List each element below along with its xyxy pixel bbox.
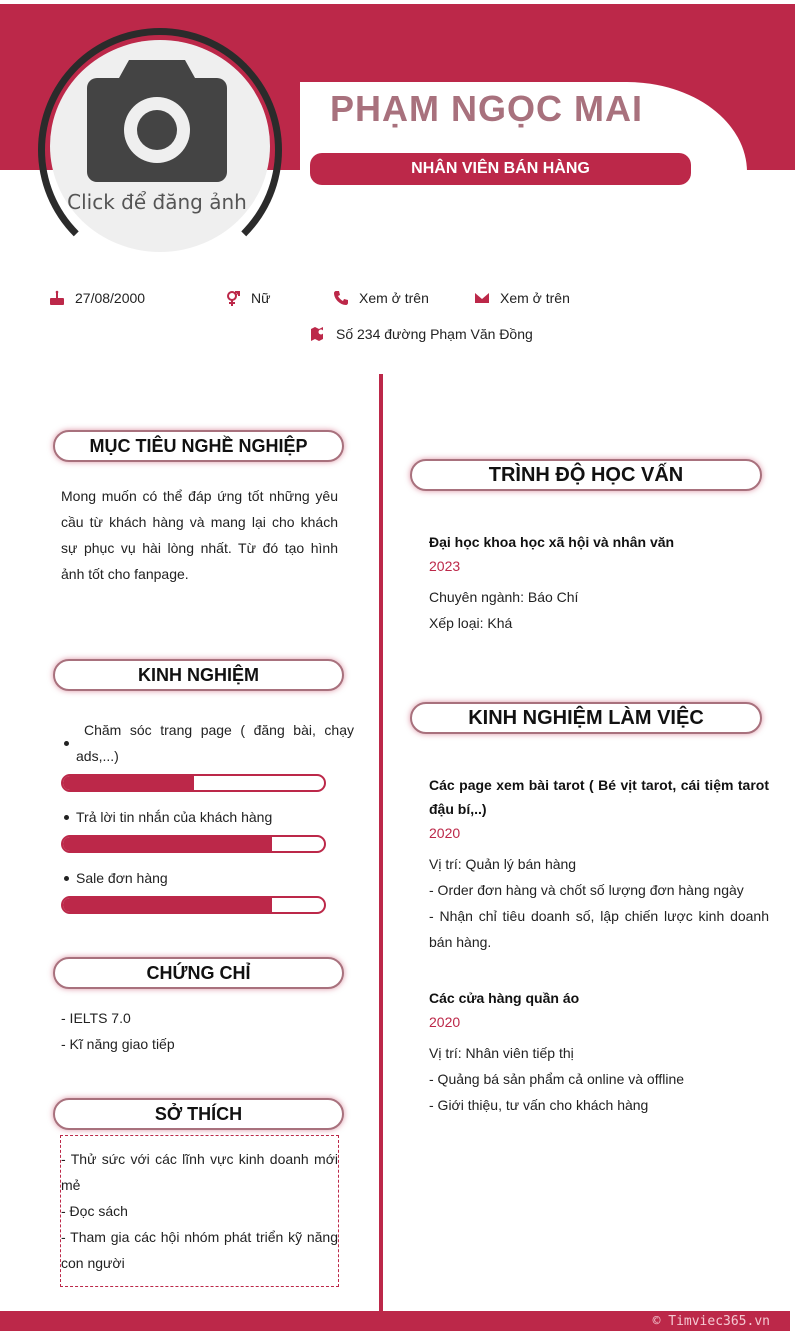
work-company: Các cửa hàng quần áo <box>429 990 580 1006</box>
hobby-item: - Thử sức với các lĩnh vực kinh doanh mới mẻ <box>61 1151 338 1193</box>
education-grade: Xếp loại: Khá <box>429 615 513 631</box>
avatar-placeholder-text: Click để đăng ảnh <box>67 190 247 214</box>
address-value: Số 234 đường Phạm Văn Đồng <box>336 326 533 342</box>
certificate-item: - IELTS 7.0 <box>61 1010 131 1026</box>
education-major: Chuyên ngành: Báo Chí <box>429 589 579 605</box>
skill-bar <box>61 835 326 853</box>
info-address <box>310 326 533 342</box>
email-value: Xem ở trên <box>500 290 570 306</box>
skill-bar-fill <box>63 837 272 851</box>
info-email <box>474 290 570 306</box>
skill-bar-fill <box>63 898 272 912</box>
certificate-item: - Kĩ năng giao tiếp <box>61 1036 175 1052</box>
skills-title: KINH NGHIỆM <box>53 659 344 691</box>
job-title: NHÂN VIÊN BÁN HÀNG <box>310 153 691 185</box>
candidate-name: PHẠM NGỌC MAI <box>330 88 643 129</box>
gender-value: Nữ <box>251 290 271 306</box>
work-line: - Giới thiệu, tư vấn cho khách hàng <box>429 1097 649 1113</box>
info-birthday <box>49 290 145 306</box>
hobby-item: - Tham gia các hội nhóm phát triển kỹ năng con người <box>61 1229 338 1271</box>
work-company: Các page xem bài tarot ( Bé vịt tarot, cái tiệm tarot đậu bí,..) <box>429 777 769 817</box>
hobby-item: - Đọc sách <box>61 1203 128 1219</box>
bullet-dot <box>64 876 69 881</box>
footer-brand: © Timviec365.vn <box>652 1314 770 1329</box>
avatar-upload[interactable] <box>50 40 270 252</box>
bullet-dot <box>64 815 69 820</box>
info-phone <box>333 290 429 306</box>
bullet-dot <box>64 741 69 746</box>
phone-value: Xem ở trên <box>359 290 429 306</box>
skill-label: Sale đơn hàng <box>76 870 168 886</box>
education-title: TRÌNH ĐỘ HỌC VẤN <box>410 459 762 491</box>
work-line: Vị trí: Nhân viên tiếp thị <box>429 1045 574 1061</box>
header-gap <box>747 170 800 200</box>
skill-label: Chăm sóc trang page ( đăng bài, chạy ads,...) <box>76 722 354 764</box>
skill-bar <box>61 774 326 792</box>
work-year: 2020 <box>429 1014 461 1030</box>
envelope-icon <box>474 290 490 306</box>
skill-label: Trả lời tin nhắn của khách hàng <box>76 809 273 825</box>
skill-bar <box>61 896 326 914</box>
work-year: 2020 <box>429 825 461 841</box>
birthday-value: 27/08/2000 <box>75 290 146 306</box>
phone-icon <box>333 290 349 306</box>
work-title: KINH NGHIỆM LÀM VIỆC <box>410 702 762 734</box>
work-line: - Quảng bá sản phẩm cả online và offline <box>429 1071 685 1087</box>
gender-icon <box>225 290 241 306</box>
skill-bar-fill <box>63 776 194 790</box>
objective-text: Mong muốn có thể đáp ứng tốt những yêu cầu từ khách hàng và mang lại cho khách sự phục vụ hài lòng nhất. Từ đó tạo hình ảnh tốt cho fanpage. <box>61 488 338 582</box>
work-line: - Nhận chỉ tiêu doanh số, lập chiến lược kinh doanh bán hàng. <box>429 908 769 950</box>
cake-icon <box>49 290 65 306</box>
objective-title: MỤC TIÊU NGHỀ NGHIỆP <box>53 430 344 462</box>
work-line: - Order đơn hàng và chốt số lượng đơn hàng ngày <box>429 882 744 898</box>
education-year: 2023 <box>429 558 461 574</box>
work-line: Vị trí: Quản lý bán hàng <box>429 856 577 872</box>
column-divider <box>379 374 383 1312</box>
hobbies-title: SỞ THÍCH <box>53 1098 344 1130</box>
education-school: Đại học khoa học xã hội và nhân văn <box>429 534 675 550</box>
camera-icon <box>87 60 227 182</box>
certificates-title: CHỨNG CHỈ <box>53 957 344 989</box>
info-gender <box>225 290 270 306</box>
map-marker-icon <box>310 326 326 342</box>
